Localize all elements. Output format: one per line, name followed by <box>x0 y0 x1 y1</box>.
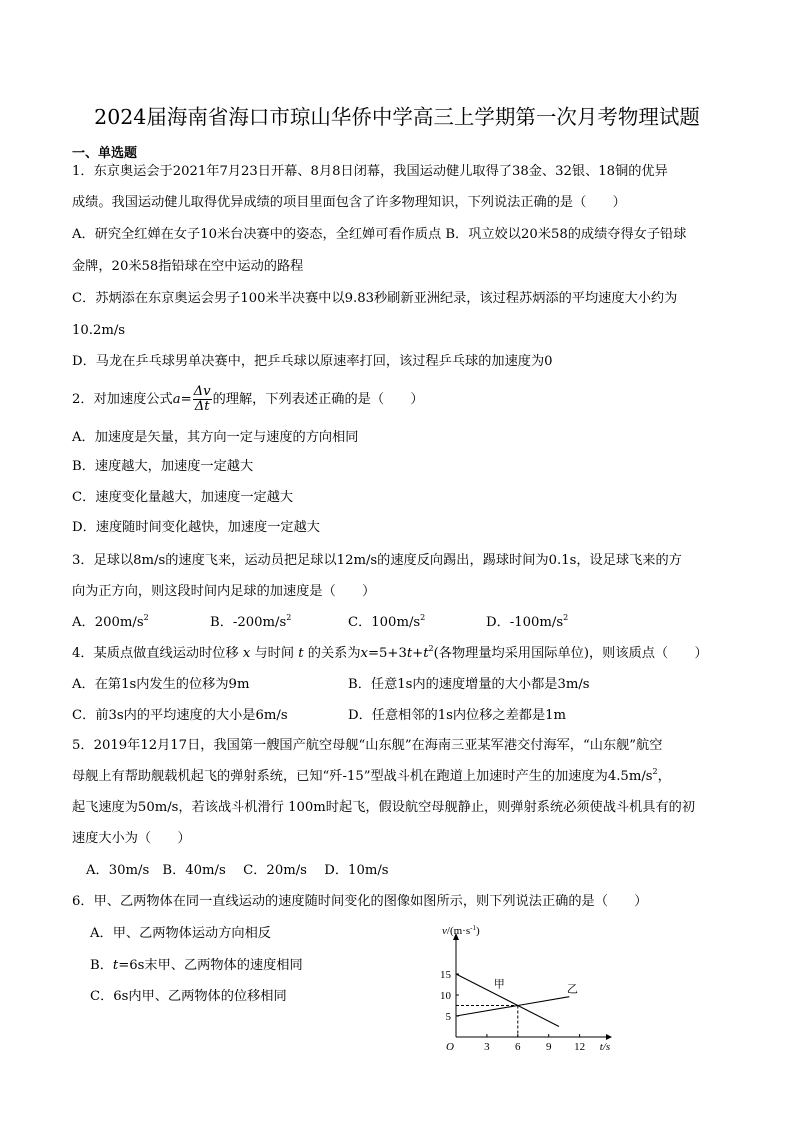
y-tick-label: 15 <box>440 969 451 981</box>
q6-option-b: B．t=6s末甲、乙两物体的速度相同 <box>90 958 303 973</box>
q5-options: A．30m/s B．40m/s C．20m/s D．10m/s <box>86 863 389 878</box>
q4-option-c: C．前3s内的平均速度的大小是6m/s <box>72 708 288 723</box>
origin-label: O <box>446 1041 454 1053</box>
q2-stem <box>72 385 424 414</box>
q2-var-a: a <box>172 392 181 407</box>
y-tick-label: 10 <box>440 990 451 1002</box>
velocity-time-graph <box>440 924 620 1054</box>
q3-option-b: B．$-200m/s^2$ <box>210 613 292 630</box>
q4-option-d: D．任意相邻的1s内位移之差都是1m <box>348 708 567 723</box>
graph-series <box>456 974 569 1037</box>
y-tick-label: 5 <box>445 1011 451 1023</box>
q1-option-ab-line2: 金牌，20米58指铅球在空中运动的路程 <box>72 259 304 274</box>
q3-option-d: D．$-100m/s^2$ <box>486 613 569 630</box>
page-title: 2024届海南省海口市琼山华侨中学高三上学期第一次月考物理试题 <box>94 105 700 129</box>
q5-stem-line1: 5．2019年12月17日，我国第一艘国产航空母舰“山东舰”在海南三亚某军港交付海军，“山东舰”航空 <box>72 738 663 753</box>
q4-stem: 4．某质点做直线运动时位移 x 与时间 t 的关系为$x=5+3t+t^2$(各物理量均采用国际单位)，则该质点（ ） <box>72 644 708 661</box>
series-jia-label: 甲 <box>493 978 505 991</box>
x-axis-label: t/s <box>599 1041 611 1053</box>
series-yi-line <box>456 997 569 1016</box>
fraction-numerator: Δv <box>193 384 211 399</box>
series-jia-line <box>456 974 559 1027</box>
graph-axes <box>453 933 612 1040</box>
q2-option-c: C．速度变化量越大，加速度一定越大 <box>72 490 294 505</box>
q5-stem-line2: 母舰上有帮助舰载机起飞的弹射系统，已知“歼-15”型战斗机在跑道上加速时产生的加速度为$4.5m/s^2$， <box>72 767 671 784</box>
acceleration-formula-fraction <box>193 385 212 414</box>
q1-option-c-line2: 10.2m/s <box>72 323 126 338</box>
q1-option-c-line1: C．苏炳添在东京奥运会男子100米半决赛中以9.83秒刷新亚洲纪录，该过程苏炳添的平均速度大小约为 <box>72 291 678 306</box>
q1-stem-line2: 成绩。我国运动健儿取得优异成绩的项目里面包含了许多物理知识，下列说法正确的是（ ） <box>72 195 626 210</box>
series-yi-label: 乙 <box>566 983 578 996</box>
x-tick-label: 12 <box>574 1041 586 1053</box>
y-axis-label: $v/(m\cdot s^{-1})$ <box>442 924 480 937</box>
q1-option-d: D．马龙在乒乓球男单决赛中，把乒乓球以原速率打回，该过程乒乓球的加速度为0 <box>72 354 553 369</box>
q2-option-b: B．速度越大，加速度一定越大 <box>72 459 254 474</box>
graph-ticks <box>440 969 585 1053</box>
section-heading: 一、单选题 <box>72 146 138 161</box>
q6-option-a: A．甲、乙两物体运动方向相反 <box>90 926 271 941</box>
q5-stem-line3: 起飞速度为50m/s，若该战斗机滑行 100m时起飞，假设航空母舰静止，则弹射系统必须使战斗机具有的初 <box>72 800 696 815</box>
q4-option-b: B．任意1s内的速度增量的大小都是3m/s <box>348 677 590 692</box>
q2-eq: = <box>180 392 192 407</box>
q3-option-c: C．$100m/s^2$ <box>348 613 426 630</box>
x-tick-label: 9 <box>545 1041 552 1053</box>
q6-option-c: C．6s内甲、乙两物体的位移相同 <box>90 989 287 1004</box>
q2-option-a: A．加速度是矢量，其方向一定与速度的方向相同 <box>72 430 359 445</box>
q1-stem-line1: 1．东京奥运会于2021年7月23日开幕、8月8日闭幕，我国运动健儿取得了38金、32银、18铜的优异 <box>72 164 668 179</box>
x-tick-label: 6 <box>515 1041 521 1053</box>
q2-option-d: D．速度随时间变化越快，加速度一定越大 <box>72 520 320 535</box>
q1-option-ab-line1: A．研究全红婵在女子10米台决赛中的姿态，全红婵可看作质点 B．巩立姣以20米58的成绩夺得女子铅球 <box>72 227 687 242</box>
q3-option-a: A．$200m/s^2$ <box>72 613 149 630</box>
q6-stem: 6．甲、乙两物体在同一直线运动的速度随时间变化的图像如图所示，则下列说法正确的是（ ） <box>72 894 648 909</box>
graph-labels <box>442 924 610 1053</box>
q3-stem-line1: 3．足球以8m/s的速度飞来，运动员把足球以12m/s的速度反向踢出，踢球时间为0.1s，设足球飞来的方 <box>72 553 682 568</box>
q5-stem-line4: 速度大小为（ ） <box>72 831 191 846</box>
q3-stem-line2: 向为正方向，则这段时间内足球的加速度是（ ） <box>72 584 376 599</box>
x-tick-label: 3 <box>484 1041 490 1053</box>
q2-stem-post: 的理解，下列表述正确的是（ ） <box>212 392 424 407</box>
q2-stem-pre: 2．对加速度公式 <box>72 392 173 407</box>
x-axis-arrow <box>606 1034 612 1040</box>
fraction-denominator: Δt <box>194 399 210 414</box>
q4-option-a: A．在第1s内发生的位移为9m <box>72 677 250 692</box>
